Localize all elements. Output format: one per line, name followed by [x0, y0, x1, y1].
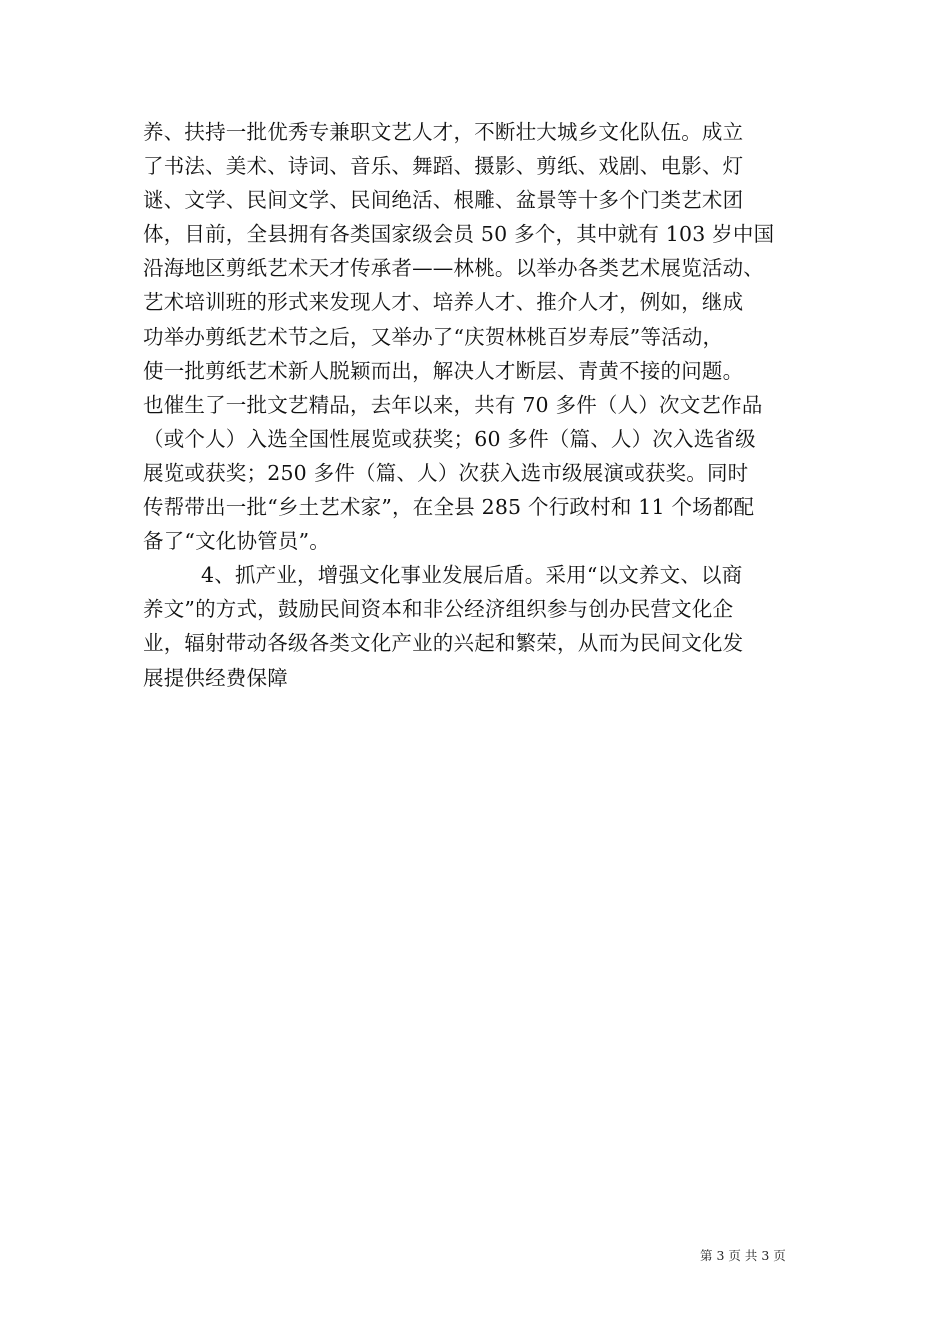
paragraph-start-line: 4、抓产业，增强文化事业发展后盾。采用“以文养文、以商 — [201, 563, 743, 588]
text-line: 养文”的方式，鼓励民间资本和非公经济组织参与创办民营文化企 — [143, 597, 734, 622]
text-line: （或个人）入选全国性展览或获奖；60 多件（篇、人）次入选省级 — [143, 426, 756, 451]
text-line: 沿海地区剪纸艺术天才传承者——林桃。以举办各类艺术展览活动、 — [143, 256, 764, 281]
text-line: 艺术培训班的形式来发现人才、培养人才、推介人才，例如，继成 — [143, 290, 744, 315]
text-line: 了书法、美术、诗词、音乐、舞蹈、摄影、剪纸、戏剧、电影、灯 — [143, 154, 744, 179]
text-line: 也催生了一批文艺精品，去年以来，共有 70 多件（人）次文艺作品 — [143, 392, 763, 417]
text-line: 体，目前，全县拥有各类国家级会员 50 多个，其中就有 103 岁中国 — [143, 222, 775, 247]
text-line: 养、扶持一批优秀专兼职文艺人才，不断壮大城乡文化队伍。成立 — [143, 120, 744, 144]
text-line: 使一批剪纸艺术新人脱颖而出，解决人才断层、青黄不接的问题。 — [143, 358, 744, 383]
text-line: 谜、文学、民间文学、民间绝活、根雕、盆景等十多个门类艺术团 — [143, 188, 744, 213]
page-number-footer: 第 3 页 共 3 页 — [700, 1248, 786, 1263]
text-line: 展览或获奖；250 多件（篇、人）次获入选市级展演或获奖。同时 — [143, 460, 749, 485]
text-line: 备了“文化协管员”。 — [143, 529, 330, 554]
text-line: 传帮带出一批“乡土艺术家”，在全县 285 个行政村和 11 个场都配 — [143, 495, 755, 520]
text-line: 展提供经费保障 — [143, 665, 288, 690]
body-text — [143, 115, 823, 695]
text-line: 业，辐射带动各级各类文化产业的兴起和繁荣，从而为民间文化发 — [143, 631, 744, 656]
text-line: 功举办剪纸艺术节之后，又举办了“庆贺林桃百岁寿辰”等活动， — [143, 324, 724, 349]
